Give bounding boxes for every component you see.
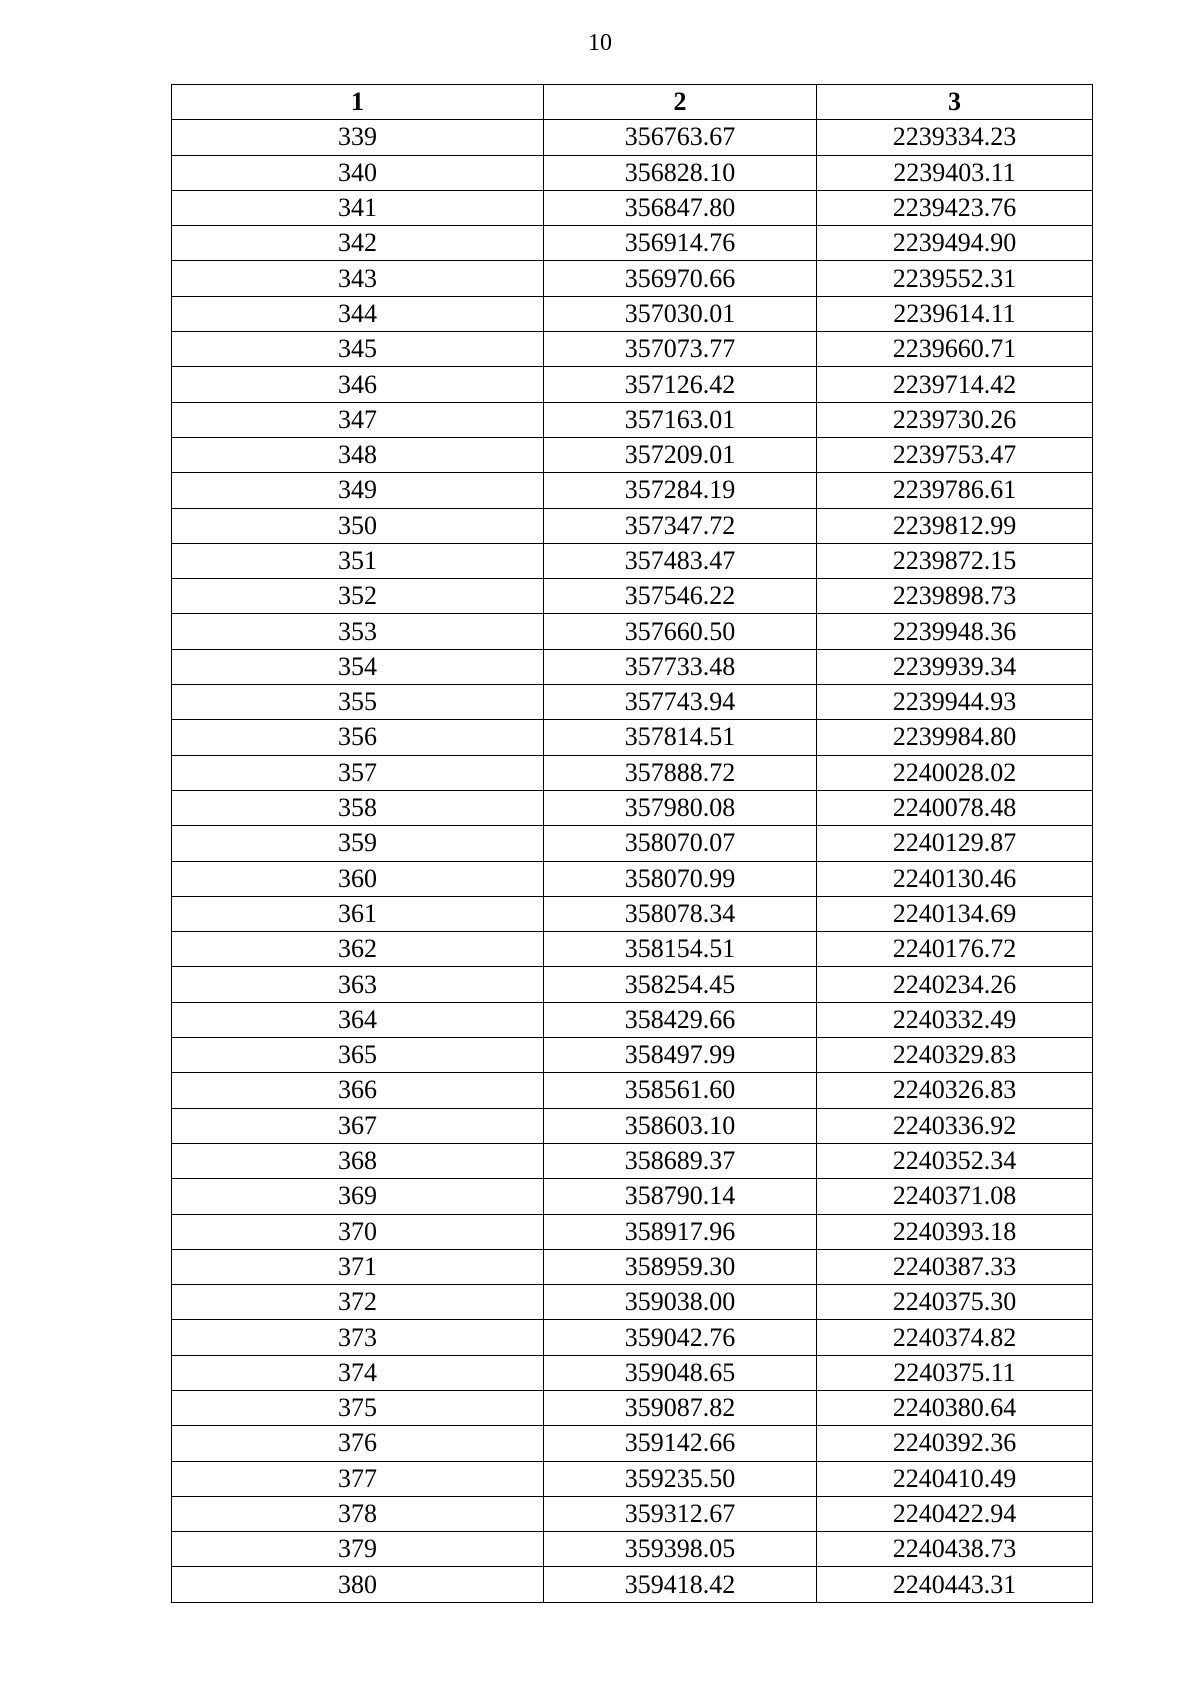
point-number-cell: 379 [172, 1532, 544, 1567]
x-coordinate-cell: 358689.37 [544, 1143, 817, 1178]
point-number-cell: 354 [172, 649, 544, 684]
y-coordinate-cell: 2239614.11 [817, 296, 1093, 331]
x-coordinate-cell: 357347.72 [544, 508, 817, 543]
x-coordinate-cell: 358078.34 [544, 896, 817, 931]
table-row [172, 826, 1093, 861]
y-coordinate-cell: 2239939.34 [817, 649, 1093, 684]
x-coordinate-cell: 356970.66 [544, 261, 817, 296]
table-row [172, 1179, 1093, 1214]
y-coordinate-cell: 2240326.83 [817, 1073, 1093, 1108]
table-row [172, 1496, 1093, 1531]
point-number-cell: 367 [172, 1108, 544, 1143]
x-coordinate-cell: 357814.51 [544, 720, 817, 755]
point-number-cell: 366 [172, 1073, 544, 1108]
y-coordinate-cell: 2240438.73 [817, 1532, 1093, 1567]
point-number-cell: 346 [172, 367, 544, 402]
column-header-3: 3 [817, 85, 1093, 120]
y-coordinate-cell: 2239948.36 [817, 614, 1093, 649]
x-coordinate-cell: 356763.67 [544, 120, 817, 155]
y-coordinate-cell: 2239660.71 [817, 332, 1093, 367]
x-coordinate-cell: 359235.50 [544, 1461, 817, 1496]
table-row [172, 437, 1093, 472]
point-number-cell: 368 [172, 1143, 544, 1178]
point-number-cell: 369 [172, 1179, 544, 1214]
x-coordinate-cell: 357073.77 [544, 332, 817, 367]
y-coordinate-cell: 2239730.26 [817, 402, 1093, 437]
table-row [172, 790, 1093, 825]
table-row [172, 1073, 1093, 1108]
x-coordinate-cell: 358070.99 [544, 861, 817, 896]
table-body [172, 120, 1093, 1602]
x-coordinate-cell: 357209.01 [544, 437, 817, 472]
y-coordinate-cell: 2240336.92 [817, 1108, 1093, 1143]
y-coordinate-cell: 2239812.99 [817, 508, 1093, 543]
x-coordinate-cell: 357284.19 [544, 473, 817, 508]
y-coordinate-cell: 2240332.49 [817, 1002, 1093, 1037]
table-row [172, 720, 1093, 755]
y-coordinate-cell: 2239714.42 [817, 367, 1093, 402]
point-number-cell: 374 [172, 1355, 544, 1390]
point-number-cell: 350 [172, 508, 544, 543]
y-coordinate-cell: 2240422.94 [817, 1496, 1093, 1531]
table-row [172, 1002, 1093, 1037]
y-coordinate-cell: 2239423.76 [817, 190, 1093, 225]
table-row [172, 1390, 1093, 1425]
point-number-cell: 341 [172, 190, 544, 225]
y-coordinate-cell: 2240375.11 [817, 1355, 1093, 1390]
point-number-cell: 362 [172, 932, 544, 967]
x-coordinate-cell: 359418.42 [544, 1567, 817, 1602]
point-number-cell: 377 [172, 1461, 544, 1496]
y-coordinate-cell: 2240130.46 [817, 861, 1093, 896]
x-coordinate-cell: 356828.10 [544, 155, 817, 190]
point-number-cell: 343 [172, 261, 544, 296]
point-number-cell: 348 [172, 437, 544, 472]
point-number-cell: 370 [172, 1214, 544, 1249]
point-number-cell: 347 [172, 402, 544, 437]
x-coordinate-cell: 359142.66 [544, 1426, 817, 1461]
x-coordinate-cell: 359087.82 [544, 1390, 817, 1425]
point-number-cell: 380 [172, 1567, 544, 1602]
y-coordinate-cell: 2240392.36 [817, 1426, 1093, 1461]
x-coordinate-cell: 358497.99 [544, 1038, 817, 1073]
x-coordinate-cell: 356847.80 [544, 190, 817, 225]
point-number-cell: 365 [172, 1038, 544, 1073]
table-row [172, 1567, 1093, 1602]
table-row [172, 896, 1093, 931]
point-number-cell: 340 [172, 155, 544, 190]
point-number-cell: 363 [172, 967, 544, 1002]
point-number-cell: 352 [172, 579, 544, 614]
table-row [172, 1038, 1093, 1073]
table-row [172, 367, 1093, 402]
table-row [172, 1108, 1093, 1143]
x-coordinate-cell: 358917.96 [544, 1214, 817, 1249]
point-number-cell: 342 [172, 226, 544, 261]
x-coordinate-cell: 359398.05 [544, 1532, 817, 1567]
point-number-cell: 361 [172, 896, 544, 931]
point-number-cell: 358 [172, 790, 544, 825]
table-row [172, 155, 1093, 190]
x-coordinate-cell: 359312.67 [544, 1496, 817, 1531]
y-coordinate-cell: 2239872.15 [817, 543, 1093, 578]
x-coordinate-cell: 358561.60 [544, 1073, 817, 1108]
table-row [172, 296, 1093, 331]
y-coordinate-cell: 2240078.48 [817, 790, 1093, 825]
table-row [172, 685, 1093, 720]
table-row [172, 579, 1093, 614]
x-coordinate-cell: 357733.48 [544, 649, 817, 684]
y-coordinate-cell: 2239552.31 [817, 261, 1093, 296]
y-coordinate-cell: 2240393.18 [817, 1214, 1093, 1249]
x-coordinate-cell: 357660.50 [544, 614, 817, 649]
table-row [172, 1214, 1093, 1249]
table-row [172, 332, 1093, 367]
x-coordinate-cell: 358429.66 [544, 1002, 817, 1037]
point-number-cell: 364 [172, 1002, 544, 1037]
x-coordinate-cell: 359038.00 [544, 1285, 817, 1320]
table-row [172, 614, 1093, 649]
x-coordinate-cell: 357743.94 [544, 685, 817, 720]
table-row [172, 473, 1093, 508]
x-coordinate-cell: 358070.07 [544, 826, 817, 861]
x-coordinate-cell: 357980.08 [544, 790, 817, 825]
table-row [172, 1249, 1093, 1284]
x-coordinate-cell: 356914.76 [544, 226, 817, 261]
x-coordinate-cell: 359042.76 [544, 1320, 817, 1355]
point-number-cell: 345 [172, 332, 544, 367]
y-coordinate-cell: 2240375.30 [817, 1285, 1093, 1320]
point-number-cell: 373 [172, 1320, 544, 1355]
table-row [172, 120, 1093, 155]
y-coordinate-cell: 2240352.34 [817, 1143, 1093, 1178]
table-row [172, 1285, 1093, 1320]
y-coordinate-cell: 2239944.93 [817, 685, 1093, 720]
table-row [172, 1355, 1093, 1390]
y-coordinate-cell: 2240129.87 [817, 826, 1093, 861]
column-header-1: 1 [172, 85, 544, 120]
column-header-2: 2 [544, 85, 817, 120]
y-coordinate-cell: 2239494.90 [817, 226, 1093, 261]
x-coordinate-cell: 359048.65 [544, 1355, 817, 1390]
table-row [172, 226, 1093, 261]
point-number-cell: 359 [172, 826, 544, 861]
table-row [172, 649, 1093, 684]
point-number-cell: 349 [172, 473, 544, 508]
point-number-cell: 351 [172, 543, 544, 578]
table-row [172, 932, 1093, 967]
x-coordinate-cell: 358959.30 [544, 1249, 817, 1284]
table-row [172, 261, 1093, 296]
x-coordinate-cell: 357030.01 [544, 296, 817, 331]
coordinates-table [171, 84, 1093, 1603]
x-coordinate-cell: 358154.51 [544, 932, 817, 967]
y-coordinate-cell: 2240443.31 [817, 1567, 1093, 1602]
table-header-row [172, 85, 1093, 120]
point-number-cell: 353 [172, 614, 544, 649]
x-coordinate-cell: 357888.72 [544, 755, 817, 790]
y-coordinate-cell: 2240234.26 [817, 967, 1093, 1002]
x-coordinate-cell: 358254.45 [544, 967, 817, 1002]
x-coordinate-cell: 358790.14 [544, 1179, 817, 1214]
point-number-cell: 372 [172, 1285, 544, 1320]
point-number-cell: 378 [172, 1496, 544, 1531]
y-coordinate-cell: 2240371.08 [817, 1179, 1093, 1214]
y-coordinate-cell: 2240380.64 [817, 1390, 1093, 1425]
point-number-cell: 371 [172, 1249, 544, 1284]
y-coordinate-cell: 2240176.72 [817, 932, 1093, 967]
y-coordinate-cell: 2240387.33 [817, 1249, 1093, 1284]
x-coordinate-cell: 357126.42 [544, 367, 817, 402]
point-number-cell: 360 [172, 861, 544, 896]
table-row [172, 861, 1093, 896]
point-number-cell: 355 [172, 685, 544, 720]
y-coordinate-cell: 2240134.69 [817, 896, 1093, 931]
x-coordinate-cell: 358603.10 [544, 1108, 817, 1143]
y-coordinate-cell: 2239984.80 [817, 720, 1093, 755]
y-coordinate-cell: 2240329.83 [817, 1038, 1093, 1073]
y-coordinate-cell: 2239898.73 [817, 579, 1093, 614]
page-number: 10 [588, 30, 612, 56]
table-row [172, 967, 1093, 1002]
table-row [172, 1143, 1093, 1178]
table-row [172, 1320, 1093, 1355]
table-row [172, 1426, 1093, 1461]
table-row [172, 543, 1093, 578]
y-coordinate-cell: 2240374.82 [817, 1320, 1093, 1355]
table-row [172, 755, 1093, 790]
point-number-cell: 344 [172, 296, 544, 331]
table-row [172, 190, 1093, 225]
y-coordinate-cell: 2239786.61 [817, 473, 1093, 508]
point-number-cell: 376 [172, 1426, 544, 1461]
point-number-cell: 357 [172, 755, 544, 790]
point-number-cell: 356 [172, 720, 544, 755]
table-row [172, 1461, 1093, 1496]
x-coordinate-cell: 357163.01 [544, 402, 817, 437]
point-number-cell: 375 [172, 1390, 544, 1425]
y-coordinate-cell: 2240410.49 [817, 1461, 1093, 1496]
table-row [172, 508, 1093, 543]
point-number-cell: 339 [172, 120, 544, 155]
table-row [172, 1532, 1093, 1567]
y-coordinate-cell: 2240028.02 [817, 755, 1093, 790]
table-row [172, 402, 1093, 437]
x-coordinate-cell: 357546.22 [544, 579, 817, 614]
y-coordinate-cell: 2239753.47 [817, 437, 1093, 472]
x-coordinate-cell: 357483.47 [544, 543, 817, 578]
y-coordinate-cell: 2239403.11 [817, 155, 1093, 190]
y-coordinate-cell: 2239334.23 [817, 120, 1093, 155]
